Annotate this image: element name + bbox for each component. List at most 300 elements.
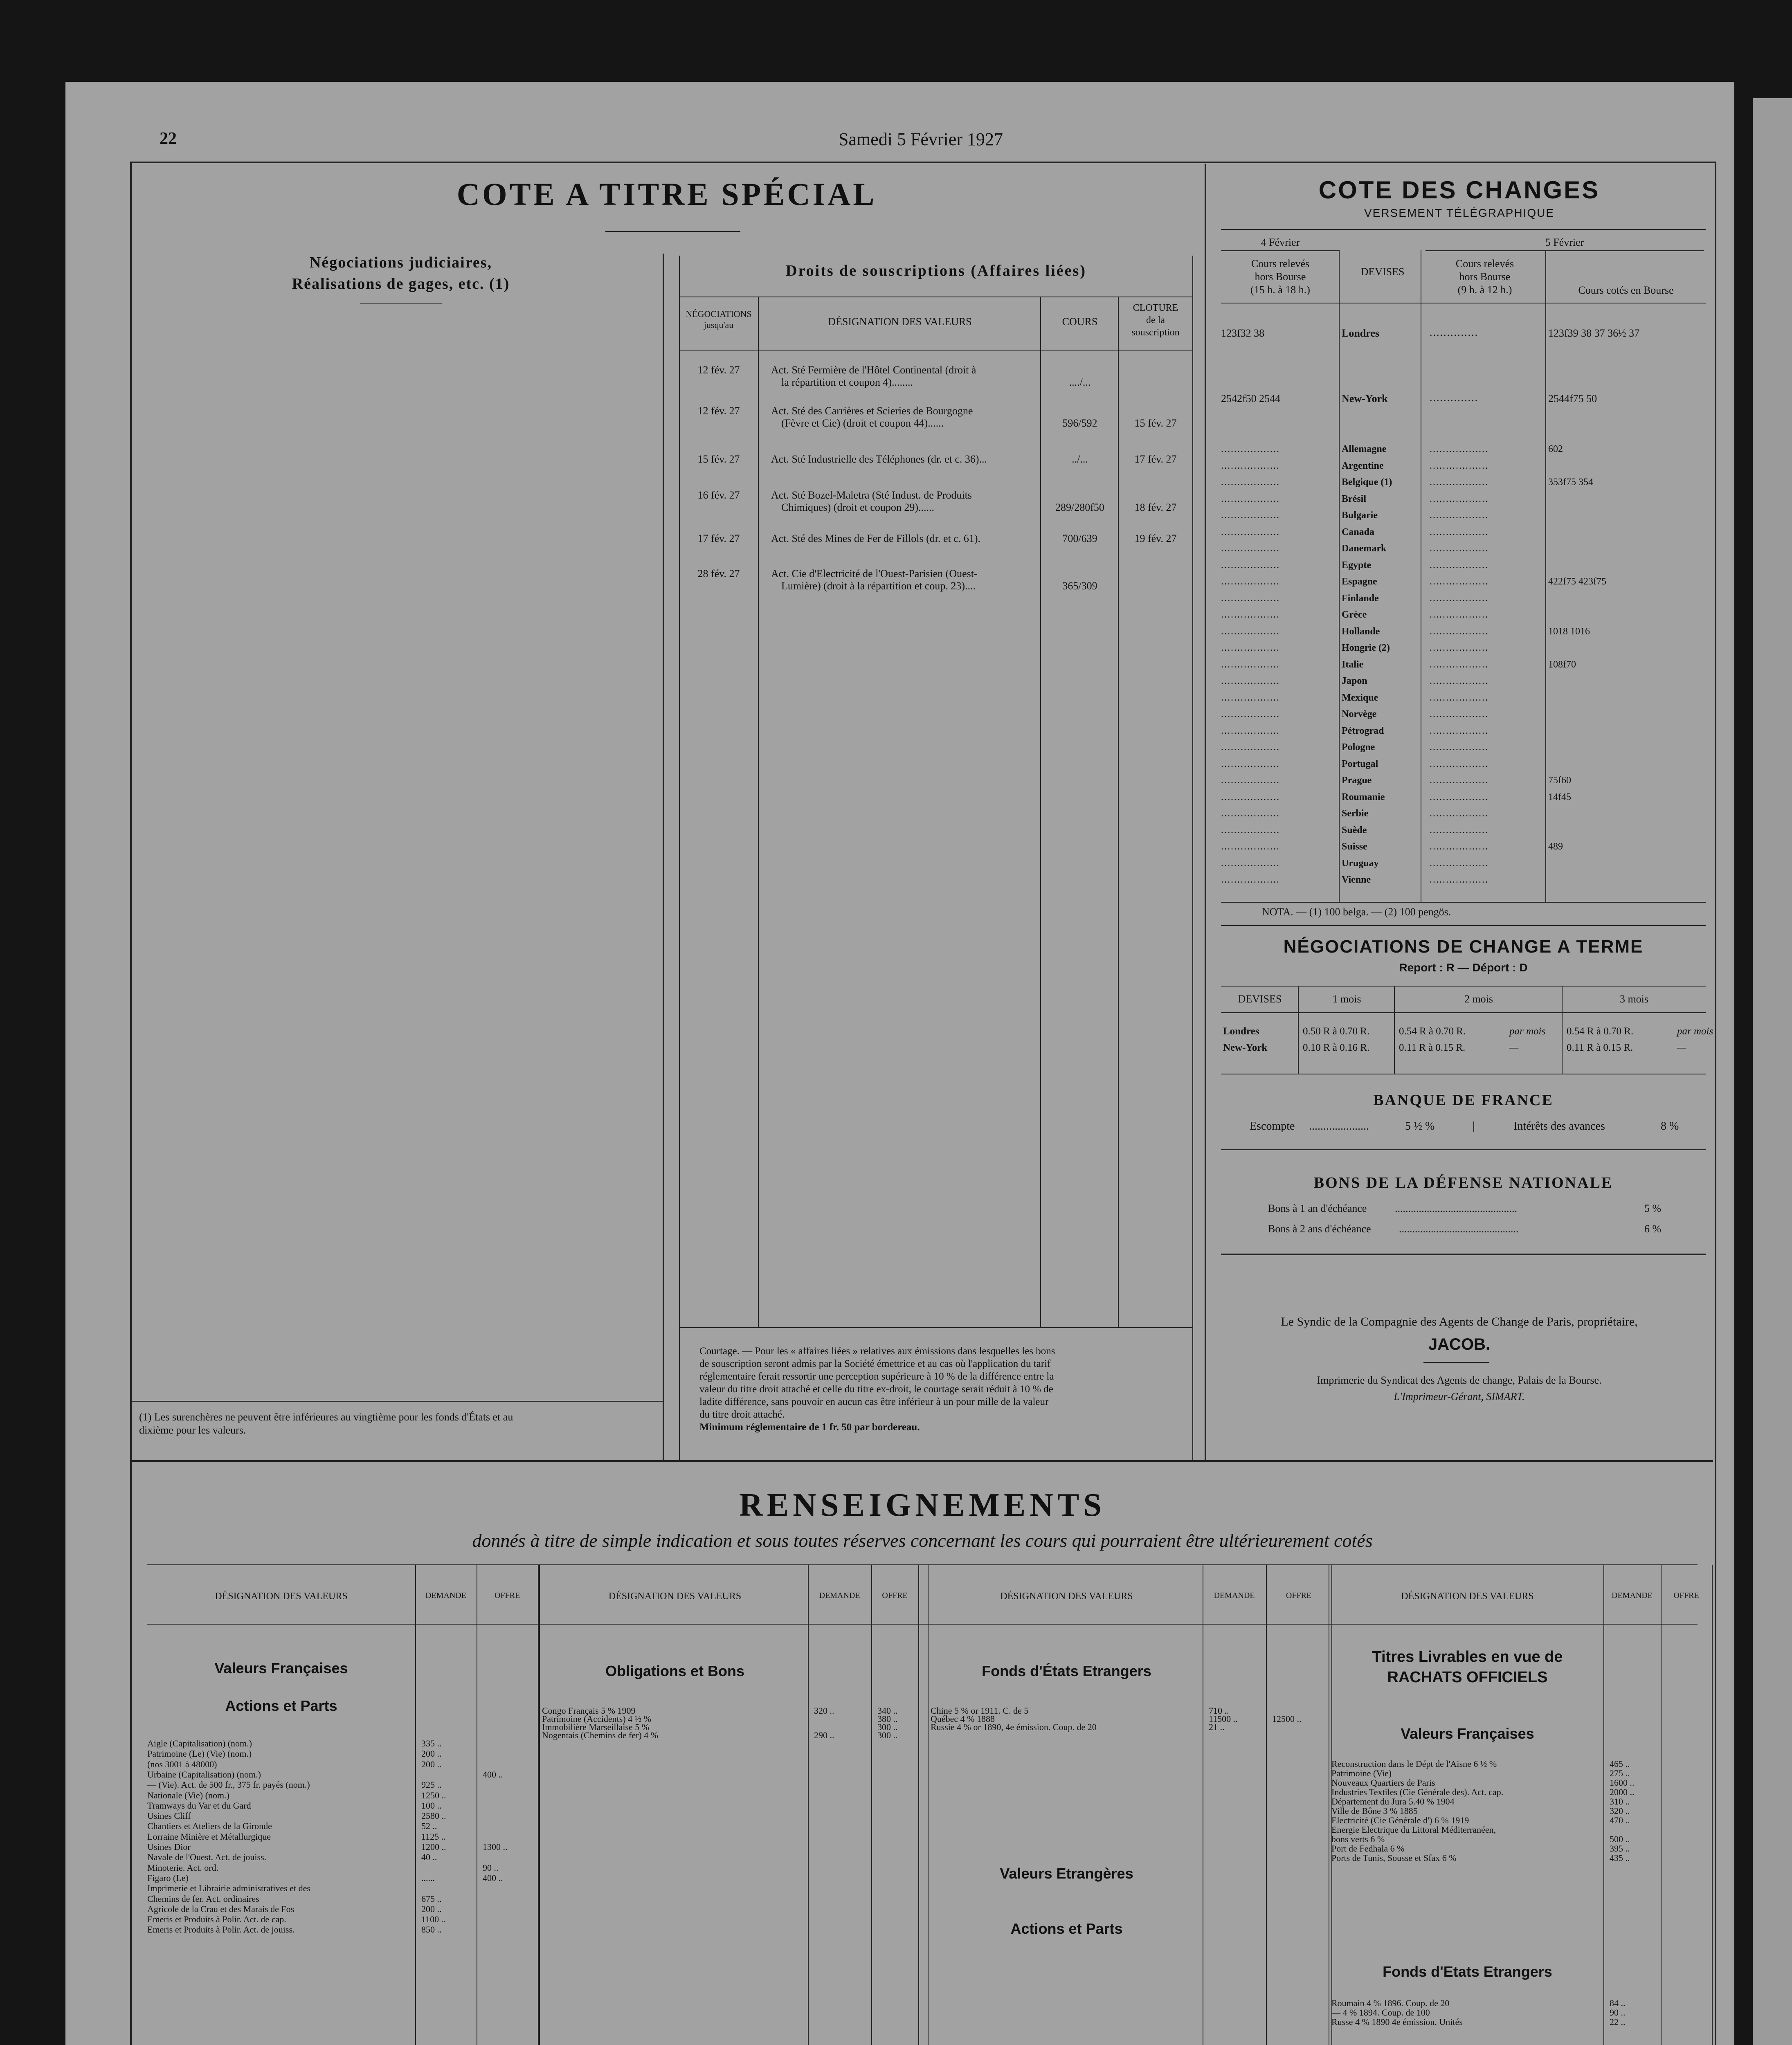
rens-row-name: Nouveaux Quartiers de Paris [1331, 1778, 1435, 1788]
rens-row-name: Port de Fedhala 6 % [1331, 1843, 1405, 1854]
change-mid-dots: .................. [1430, 676, 1488, 686]
change-left-dots: .................. [1221, 692, 1280, 703]
rens-row-name: Agricole de la Crau et des Marais de Fos [147, 1903, 295, 1914]
rens-row-demande: 1125 .. [421, 1831, 446, 1842]
change-left-dots: .................. [1221, 543, 1280, 554]
change-devise: Italie [1342, 659, 1364, 670]
page-number: 22 [160, 129, 177, 148]
droits-left-rule [679, 256, 680, 1460]
next-page-edge [1753, 98, 1792, 2045]
change-top-right: 123f39 38 37 36½ 37 [1548, 327, 1640, 339]
change-mid-dots: .................. [1430, 609, 1488, 620]
change-devise: Argentine [1342, 460, 1384, 471]
rens-heading: Valeurs Etrangères [1000, 1865, 1133, 1882]
rens-row-name: Figaro (Le) [147, 1872, 189, 1883]
rens-heading: Fonds d'États Etrangers [982, 1663, 1151, 1679]
rens-col-demande: DEMANDE [819, 1591, 860, 1600]
change-right: 75f60 [1548, 775, 1571, 786]
terme-m3: 0.54 R à 0.70 R. [1567, 1026, 1634, 1037]
change-devise: Suisse [1342, 841, 1367, 852]
rens-row-demande: 275 .. [1610, 1768, 1630, 1778]
rens-row-name: Urbaine (Capitalisation) (nom.) [147, 1769, 261, 1780]
rens-row-demande: 675 .. [421, 1893, 442, 1904]
change-mid-dots: .................. [1430, 510, 1488, 521]
rens-row-name: — (Vie). Act. de 500 fr., 375 fr. payés (nom.) [147, 1780, 310, 1790]
droits-col-cloture-1: CLOTURE [1133, 303, 1178, 313]
rens-row-name: Russie 4 % or 1890, 4e émission. Coup. de 20 [931, 1722, 1097, 1732]
rens-row-name: Roumain 4 % 1896. Coup. de 20 [1331, 1998, 1450, 2008]
syndic-rule [1423, 1362, 1489, 1363]
changes-bottom-rule [1221, 902, 1706, 903]
change-devise: Finlande [1342, 593, 1379, 604]
rens-row-name: Tramways du Var et du Gard [147, 1800, 251, 1811]
courtage-line: du titre droit attaché. [699, 1409, 785, 1420]
escompte-label: Escompte [1250, 1120, 1295, 1133]
change-mid-dots: .................. [1430, 841, 1488, 852]
droits-col-rule-1 [758, 297, 759, 1328]
rens-row-demande: 925 .. [421, 1780, 442, 1790]
nota-rule [1221, 925, 1706, 926]
rens-row-demande: 200 .. [421, 1748, 442, 1759]
footnote-line-1: (1) Les surenchères ne peuvent être inférieures au vingtième pour les fonds d'États et au [139, 1411, 513, 1423]
rens-row-demande: 395 .. [1610, 1843, 1630, 1854]
droits-row-cours: ../... [1072, 453, 1088, 465]
rens-row-offre: 380 .. [877, 1714, 898, 1724]
terme-col-3: 3 mois [1619, 993, 1649, 1005]
rens-row-demande: 11500 .. [1209, 1714, 1238, 1724]
neg-rule [360, 303, 442, 304]
title-rule [605, 231, 740, 232]
droits-row-designation-cont: Lumière) (droit à la répartition et coup. 23).... [781, 580, 976, 592]
rens-row-name: Chemins de fer. Act. ordinaires [147, 1893, 259, 1904]
syndic-line-3: L'Imprimeur-Gérant, SIMART. [1394, 1391, 1525, 1402]
droits-row-designation: Act. Sté Bozel-Maletra (Sté Indust. de Produits [771, 489, 972, 501]
rens-row-name: Industries Textiles (Cie Générale des). Act. cap. [1331, 1787, 1504, 1797]
rens-row-demande: 100 .. [421, 1800, 442, 1811]
column-divider-left [663, 254, 664, 1460]
droits-row-date: 16 fév. 27 [697, 489, 740, 501]
renseignements-title: RENSEIGNEMENTS [739, 1487, 1106, 1523]
rens-row-demande: 84 .. [1610, 1998, 1626, 2008]
col-left-2: hors Bourse [1255, 271, 1306, 283]
rens-row-demande: 290 .. [814, 1730, 834, 1740]
rens-row-name: Reconstruction dans le Dépt de l'Aisne 6 ½ % [1331, 1759, 1497, 1769]
rens-row-name: Energie Electrique du Littoral Méditerranéen, [1331, 1825, 1496, 1835]
droits-col-cloture-3: souscription [1131, 327, 1180, 338]
change-devise: Canada [1342, 526, 1375, 537]
change-mid-dots: .................. [1430, 858, 1488, 869]
rens-row-demande: 1600 .. [1610, 1778, 1635, 1788]
rens-row-offre: 400 .. [483, 1872, 503, 1883]
change-mid-dots: .................. [1430, 444, 1488, 454]
change-devise: Japon [1342, 676, 1367, 686]
rens-row-offre: 300 .. [877, 1722, 898, 1732]
rens-row-demande: 470 .. [1610, 1815, 1630, 1825]
terme-m2-note: par mois [1509, 1026, 1546, 1037]
change-mid-dots: .................. [1430, 692, 1488, 703]
escompte-value: 5 ½ % [1405, 1120, 1435, 1133]
droits-right-rule [1192, 256, 1193, 1460]
rens-heading: Valeurs Françaises [1401, 1725, 1534, 1742]
terme-subtitle: Report : R — Déport : D [1399, 961, 1528, 974]
rens-row-offre: 1300 .. [483, 1842, 508, 1852]
negociations-title-1: Négociations judiciaires, [309, 254, 492, 271]
bons-row-2-value: 6 % [1644, 1223, 1662, 1235]
droits-row-date: 28 fév. 27 [697, 568, 740, 580]
droits-col-designation: DÉSIGNATION DES VALEURS [828, 316, 972, 328]
change-mid-dots: .................. [1430, 526, 1488, 537]
droits-row-cours: 596/592 [1062, 417, 1097, 429]
syndic-name: JACOB. [1428, 1335, 1491, 1353]
rens-row-demande: 90 .. [1610, 2007, 1626, 2018]
rens-row-name: (nos 3001 à 48000) [147, 1759, 217, 1769]
rens-col-demande: DEMANDE [425, 1591, 466, 1600]
courtage-line: réglementaire ferait ressortir une perception supérieure à 10 % de la différence entre la [699, 1371, 1054, 1382]
change-devise: Pétrograd [1342, 725, 1384, 736]
rens-row-demande: 710 .. [1209, 1706, 1229, 1716]
rens-row-demande: 320 .. [1610, 1806, 1630, 1816]
bons-row-2-label: Bons à 2 ans d'échéance [1268, 1223, 1371, 1235]
rens-row-name: Russe 4 % 1890 4e émission. Unités [1331, 2017, 1463, 2027]
rens-row-name: Imprimerie et Librairie administratives et des [147, 1883, 310, 1894]
terme-m3: 0.11 R à 0.15 R. [1567, 1042, 1633, 1053]
change-devise: Serbie [1342, 808, 1369, 819]
bons-rule [1221, 1254, 1706, 1255]
droits-col-cloture-2: de la [1146, 315, 1165, 326]
cote-special-title: COTE A TITRE SPÉCIAL [456, 176, 877, 212]
change-devise: Suède [1342, 825, 1367, 836]
rens-row-demande: 310 .. [1610, 1796, 1630, 1807]
col-mid-3: (9 h. à 12 h.) [1457, 284, 1512, 296]
footnote-rule [132, 1401, 663, 1402]
rens-col-rule [808, 1565, 809, 2045]
change-left-dots: .................. [1221, 709, 1280, 719]
rens-row-name: Québec 4 % 1888 [931, 1714, 995, 1724]
changes-title: COTE DES CHANGES [1318, 176, 1600, 204]
rens-row-offre: 300 .. [877, 1730, 898, 1740]
rens-heading: Actions et Parts [225, 1697, 337, 1714]
rens-row-demande: 435 .. [1610, 1853, 1630, 1863]
rens-row-demande: 335 .. [421, 1738, 442, 1748]
rens-col-demande: DEMANDE [1214, 1591, 1255, 1600]
rens-row-name: — 4 % 1894. Coup. de 100 [1331, 2007, 1430, 2018]
rens-col-rule [1661, 1565, 1662, 2045]
terme-devise: New-York [1223, 1042, 1268, 1053]
rens-row-demande: 2000 .. [1610, 1787, 1635, 1797]
terme-title: NÉGOCIATIONS DE CHANGE A TERME [1283, 937, 1644, 957]
droits-row-cloture: 19 fév. 27 [1134, 533, 1177, 544]
change-top-left: 2542f50 2544 [1221, 393, 1281, 405]
terme-m3-note: par mois [1677, 1026, 1713, 1037]
syndic-line-2: Imprimerie du Syndicat des Agents de change, Palais de la Bourse. [1317, 1374, 1602, 1386]
rens-row-demande: 1100 .. [421, 1914, 446, 1925]
change-mid-dots: .................. [1430, 560, 1488, 571]
change-mid-dots: .................. [1430, 725, 1488, 736]
droits-row-designation: Act. Sté Fermière de l'Hôtel Continental (droit à [771, 364, 976, 376]
terme-m2: 0.54 R à 0.70 R. [1399, 1026, 1466, 1037]
rens-heading: Actions et Parts [1010, 1920, 1123, 1937]
change-mid-dots: .................. [1430, 659, 1488, 670]
bons-row-2-leader: ............................................. [1399, 1223, 1519, 1235]
rens-row-name: Patrimoine (Le) (Vie) (nom.) [147, 1748, 252, 1759]
bons-row-1-leader: .............................................. [1395, 1202, 1517, 1214]
change-devise: Grèce [1342, 609, 1367, 620]
change-left-dots: .................. [1221, 643, 1280, 653]
change-mid-dots: .................. [1430, 791, 1488, 802]
droits-row-cloture: 15 fév. 27 [1134, 417, 1177, 429]
changes-col-rule-1 [1339, 250, 1340, 903]
change-mid-dots: .................. [1430, 709, 1488, 719]
bons-row-1-value: 5 % [1644, 1202, 1662, 1214]
col-left-3: (15 h. à 18 h.) [1250, 284, 1310, 296]
change-left-dots: .................. [1221, 576, 1280, 587]
courtage-line: Minimum réglementaire de 1 fr. 50 par bordereau. [699, 1422, 920, 1433]
rens-row-name: Emeris et Produits à Polir. Act. de cap. [147, 1914, 286, 1925]
rens-col-rule [1712, 1565, 1713, 2045]
change-devise: Allemagne [1342, 444, 1387, 454]
rens-row-name: Nogentais (Chemins de fer) 4 % [542, 1730, 659, 1740]
rens-row-offre: 340 .. [877, 1706, 898, 1716]
rens-head-top [147, 1564, 1698, 1565]
change-left-dots: .................. [1221, 493, 1280, 504]
change-mid-dots: .................. [1430, 626, 1488, 637]
change-left-dots: .................. [1221, 775, 1280, 786]
change-left-dots: .................. [1221, 526, 1280, 537]
rens-row-name: bons verts 6 % [1331, 1834, 1385, 1844]
change-left-dots: .................. [1221, 758, 1280, 769]
rens-col-demande: DEMANDE [1612, 1591, 1653, 1600]
change-devise: Prague [1342, 775, 1372, 786]
change-right: 1018 1016 [1548, 626, 1590, 637]
change-mid-dots: .................. [1430, 493, 1488, 504]
droits-row-designation-cont: la répartition et coupon 4)........ [781, 376, 913, 388]
terme-col-2: 2 mois [1464, 993, 1493, 1005]
rens-col-rule [539, 1565, 540, 2045]
terme-col-1: 1 mois [1332, 993, 1361, 1005]
rens-row-demande: 1250 .. [421, 1790, 446, 1800]
droits-row-cours: 289/280f50 [1055, 501, 1104, 513]
change-devise: Espagne [1342, 576, 1377, 587]
terme-head-bottom [1221, 1012, 1706, 1013]
rens-col-designation: DÉSIGNATION DES VALEURS [1401, 1591, 1534, 1602]
change-top-devise: New-York [1342, 393, 1388, 405]
rens-row-name: Nationale (Vie) (nom.) [147, 1790, 229, 1800]
rens-col-rule [1603, 1565, 1604, 2045]
rens-row-demande: 500 .. [1610, 1834, 1630, 1844]
rens-row-offre: 400 .. [483, 1769, 503, 1780]
terme-col-devises: DEVISES [1238, 993, 1282, 1005]
droits-row-cours: 365/309 [1062, 580, 1097, 592]
rens-heading: Fonds d'Etats Etrangers [1383, 1963, 1552, 1980]
change-left-dots: .................. [1221, 609, 1280, 620]
banque-separator: | [1473, 1120, 1475, 1133]
change-mid-dots: .................. [1430, 758, 1488, 769]
rens-row-name: Chantiers et Ateliers de la Gironde [147, 1821, 272, 1832]
change-left-dots: .................. [1221, 742, 1280, 753]
change-mid-dots: .................. [1430, 874, 1488, 885]
rens-head-bottom [147, 1624, 1698, 1625]
change-devise: Hollande [1342, 626, 1380, 637]
terme-rule-3 [1562, 986, 1563, 1074]
bons-row-1-label: Bons à 1 an d'échéance [1268, 1202, 1367, 1214]
change-devise: Egypte [1342, 560, 1371, 571]
change-left-dots: .................. [1221, 858, 1280, 869]
rens-col-rule [538, 1565, 539, 2045]
rens-col-offre: OFFRE [1286, 1591, 1312, 1600]
change-devise: Hongrie (2) [1342, 643, 1390, 653]
rens-col-rule [415, 1565, 416, 2045]
droits-col-cours: COURS [1062, 316, 1098, 328]
change-devise: Roumanie [1342, 791, 1385, 802]
change-devise: Pologne [1342, 742, 1375, 753]
change-left-dots: .................. [1221, 841, 1280, 852]
droits-row-cours: ..../... [1069, 376, 1091, 388]
droits-row-date: 17 fév. 27 [697, 533, 740, 544]
rens-row-demande: 850 .. [421, 1924, 442, 1935]
rens-col-offre: OFFRE [494, 1591, 520, 1600]
change-left-dots: .................. [1221, 659, 1280, 670]
change-left-dots: .................. [1221, 791, 1280, 802]
rens-row-demande: 465 .. [1610, 1759, 1630, 1769]
date-right-rule [1426, 250, 1704, 251]
rens-row-name: Lorraine Minière et Métallurgique [147, 1831, 271, 1842]
rens-row-name: Navale de l'Ouest. Act. de jouiss. [147, 1852, 267, 1863]
change-left-dots: .................. [1221, 626, 1280, 637]
terme-m2: 0.11 R à 0.15 R. [1399, 1042, 1466, 1053]
rens-row-demande: ...... [421, 1872, 435, 1883]
droits-col-neg-2: jusqu'au [704, 320, 734, 330]
courtage-line: valeur du titre droit attaché et celle du titre ex-droit, le courtage serait réduit à 10 % de [699, 1384, 1053, 1395]
droits-row-designation: Act. Sté des Mines de Fer de Fillols (dr. et c. 61). [771, 533, 980, 544]
change-top-dots: .............. [1430, 326, 1478, 338]
rens-col-rule [918, 1565, 919, 2045]
droits-row-cours: 700/639 [1062, 533, 1097, 544]
footnote-line-2: dixième pour les valeurs. [139, 1424, 246, 1436]
change-mid-dots: .................. [1430, 643, 1488, 653]
rens-col-offre: OFFRE [882, 1591, 908, 1600]
change-top-dots: .............. [1430, 392, 1478, 404]
col-devises: DEVISES [1360, 266, 1405, 278]
bons-title: BONS DE LA DÉFENSE NATIONALE [1313, 1174, 1613, 1191]
rens-row-name: Département du Jura 5.40 % 1904 [1331, 1796, 1455, 1807]
terme-m2-note: — [1509, 1042, 1519, 1053]
droits-row-cloture: 18 fév. 27 [1134, 501, 1177, 513]
change-left-dots: .................. [1221, 444, 1280, 454]
change-devise: Mexique [1342, 692, 1378, 703]
changes-subtitle: VERSEMENT TÉLÉGRAPHIQUE [1364, 207, 1555, 219]
rens-row-demande: 22 .. [1610, 2017, 1626, 2027]
droits-col-rule-2 [1040, 297, 1041, 1328]
interets-value: 8 % [1661, 1120, 1679, 1133]
change-mid-dots: .................. [1430, 543, 1488, 554]
change-mid-dots: .................. [1430, 775, 1488, 786]
rens-heading: RACHATS OFFICIELS [1387, 1669, 1548, 1686]
change-left-dots: .................. [1221, 725, 1280, 736]
change-mid-dots: .................. [1430, 825, 1488, 836]
droits-col-neg-1: NÉGOCIATIONS [686, 309, 752, 319]
change-right: 14f45 [1548, 791, 1571, 802]
change-mid-dots: .................. [1430, 477, 1488, 488]
banque-title: BANQUE DE FRANCE [1373, 1092, 1554, 1109]
change-mid-dots: .................. [1430, 460, 1488, 471]
col-left-1: Cours relevés [1251, 258, 1310, 270]
courtage-line: ladite différence, sans pouvoir en aucun cas être inférieur à un pour mille de la valeur [699, 1396, 1049, 1407]
droits-row-designation: Act. Sté Industrielle des Téléphones (dr. et c. 36)... [771, 453, 987, 465]
terme-m1: 0.10 R à 0.16 R. [1303, 1042, 1370, 1053]
change-mid-dots: .................. [1430, 808, 1488, 819]
rens-row-offre: 12500 .. [1272, 1714, 1302, 1724]
rens-row-demande: 1200 .. [421, 1842, 446, 1852]
col-right: Cours cotés en Bourse [1578, 284, 1674, 296]
change-mid-dots: .................. [1430, 742, 1488, 753]
terme-head-top [1221, 986, 1706, 987]
changes-col-rule-3 [1545, 250, 1546, 903]
rens-row-name: Patrimoine (Accidents) 4 ½ % [542, 1714, 651, 1724]
change-right: 602 [1548, 444, 1563, 454]
change-top-devise: Londres [1342, 327, 1379, 339]
rens-row-demande: 21 .. [1209, 1722, 1225, 1732]
droits-row-date: 12 fév. 27 [697, 405, 740, 417]
rens-row-demande: 40 .. [421, 1852, 437, 1863]
rens-heading: Valeurs Françaises [214, 1660, 348, 1676]
droits-row-date: 15 fév. 27 [697, 453, 740, 465]
terme-devise: Londres [1223, 1026, 1259, 1037]
rens-row-demande: 200 .. [421, 1903, 442, 1914]
rens-row-offre: 90 .. [483, 1862, 499, 1873]
renseignements-subtitle: donnés à titre de simple indication et sous toutes réserves concernant les cours qui pourraient être ultérieurement cotés [472, 1530, 1373, 1551]
courtage-line: de souscription seront admis par la Société émettrice et au cas où l'application du tarif [699, 1358, 1051, 1369]
change-left-dots: .................. [1221, 477, 1280, 488]
rens-row-name: Aigle (Capitalisation) (nom.) [147, 1738, 252, 1748]
col-mid-1: Cours relevés [1455, 258, 1514, 270]
rens-row-demande: 2580 .. [421, 1811, 446, 1821]
date-left: 4 Février [1261, 236, 1300, 248]
rens-col-rule [1266, 1565, 1267, 2045]
change-left-dots: .................. [1221, 560, 1280, 571]
rens-row-name: Ville de Bône 3 % 1885 [1331, 1806, 1418, 1816]
terme-rule-1 [1298, 986, 1299, 1074]
rens-col-rule [928, 1565, 929, 2045]
droits-row-designation: Act. Sté des Carrières et Scieries de Bourgogne [771, 405, 973, 417]
rens-row-name: Ports de Tunis, Sousse et Sfax 6 % [1331, 1853, 1457, 1863]
change-devise: Belgique (1) [1342, 477, 1392, 488]
change-left-dots: .................. [1221, 874, 1280, 885]
rens-col-designation: DÉSIGNATION DES VALEURS [608, 1591, 742, 1602]
droits-bottom [680, 1327, 1192, 1328]
escompte-leader: ..................... [1309, 1120, 1369, 1133]
droits-title: Droits de souscriptions (Affaires liées) [786, 262, 1086, 279]
change-devise: Vienne [1342, 874, 1371, 885]
change-devise: Danemark [1342, 543, 1387, 554]
rens-row-name: Usines Dior [147, 1842, 191, 1852]
courtage-line: Courtage. — Pour les « affaires liées » relatives aux émissions dans lesquelles les bons [699, 1346, 1055, 1357]
rens-row-name: Emeris et Produits à Polir. Act. de jouiss. [147, 1924, 295, 1935]
change-mid-dots: .................. [1430, 576, 1488, 587]
change-right: 489 [1548, 841, 1563, 852]
droits-row-designation: Act. Cie d'Electricité de l'Ouest-Parisien (Ouest- [771, 568, 978, 580]
negociations-title-2: Réalisations de gages, etc. (1) [292, 275, 510, 292]
terme-m1: 0.50 R à 0.70 R. [1303, 1026, 1370, 1037]
change-right: 422f75 423f75 [1548, 576, 1606, 587]
page-date: Samedi 5 Février 1927 [839, 129, 1003, 149]
change-devise: Norvège [1342, 709, 1377, 719]
change-left-dots: .................. [1221, 676, 1280, 686]
rens-row-name: Immobilière Marseillaise 5 % [542, 1722, 650, 1732]
column-divider [1205, 164, 1206, 1460]
change-left-dots: .................. [1221, 460, 1280, 471]
change-top-left: 123f32 38 [1221, 327, 1265, 339]
rens-col-designation: DÉSIGNATION DES VALEURS [215, 1591, 348, 1602]
